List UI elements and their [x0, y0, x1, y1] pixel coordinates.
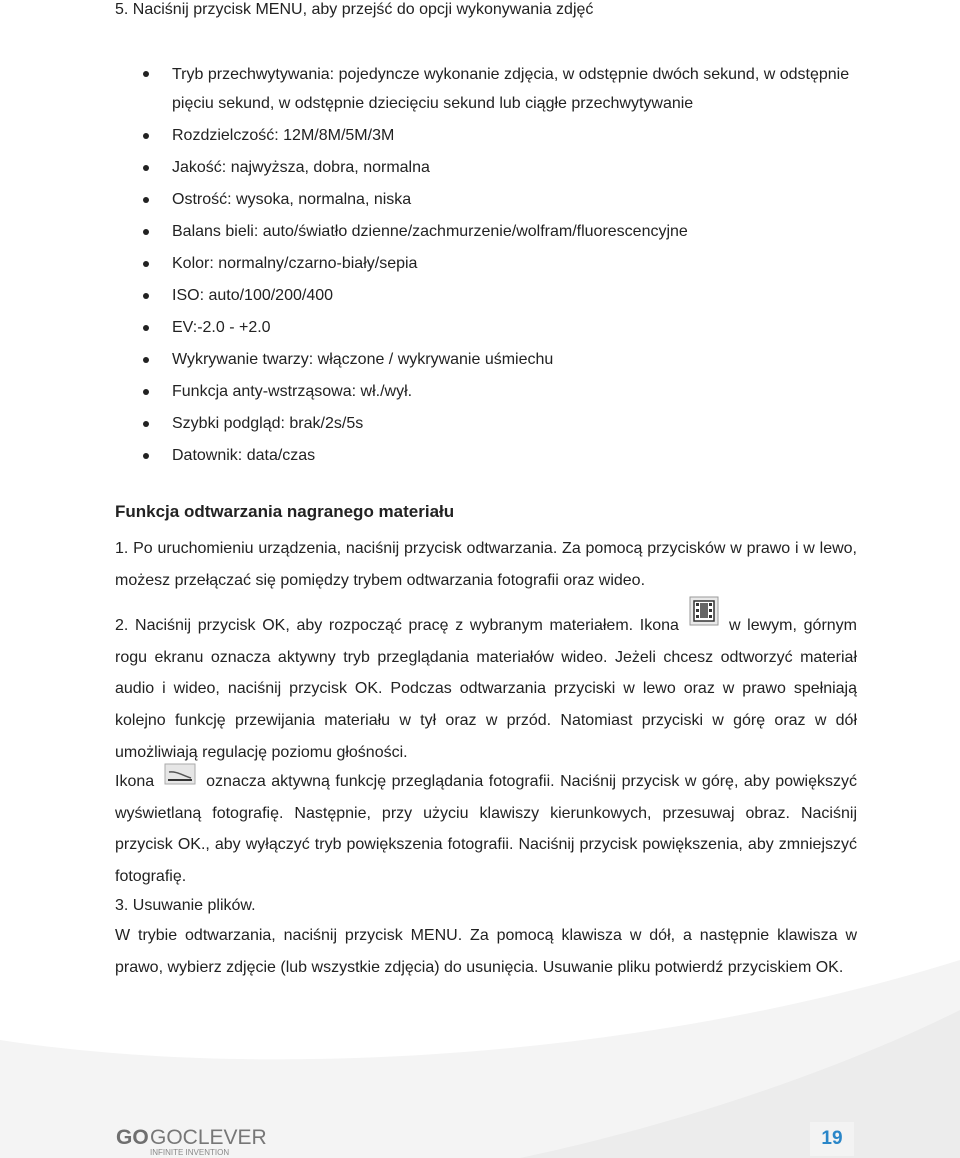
list-item: ISO: auto/100/200/400: [115, 280, 857, 312]
bullet-dot: [143, 389, 149, 395]
page-number: 19: [810, 1122, 854, 1156]
bullet-dot: [143, 453, 149, 459]
svg-text:GOCLEVER: GOCLEVER: [150, 1126, 267, 1149]
list-item: Kolor: normalny/czarno-biały/sepia: [115, 248, 857, 280]
list-item: EV:-2.0 - +2.0: [115, 312, 857, 344]
playback-paragraph-5: W trybie odtwarzania, naciśnij przycisk MENU. Za pomocą klawisza w dół, a następnie klawisza w prawo, wybierz zdjęcie (lub wszystkie zdjęcia) do usunięcia. Usuwanie pliku potwierdź przyciskiem OK.: [115, 927, 857, 976]
list-item: Balans bieli: auto/światło dzienne/zachmurzenie/wolfram/fluorescencyjne: [115, 216, 857, 248]
bullet-dot: [143, 197, 149, 203]
photo-mode-icon: [164, 763, 196, 785]
bullet-dot: [143, 71, 149, 77]
list-item: Datownik: data/czas: [115, 440, 857, 472]
bullet-dot: [143, 421, 149, 427]
bullet-dot: [143, 261, 149, 267]
video-mode-icon: [689, 596, 719, 626]
playback-paragraph-3: Ikona oznacza aktywną funkcję przeglądania fotografii. Naciśnij przycisk w górę, aby powiększyć wyświetlaną fotografię. Następnie, przy użyciu klawiszy kierunkowych, przesuwaj obraz. Naciśnij przycisk OK., aby wyłączyć tryb powiększenia fotografii. Naciśnij przycisk powiększenia, aby zmniejszyć fotografię.: [115, 766, 857, 893]
list-item: Jakość: najwyższa, dobra, normalna: [115, 152, 857, 184]
bullet-dot: [143, 133, 149, 139]
list-item: Tryb przechwytywania: pojedyncze wykonanie zdjęcia, w odstępnie dwóch sekund, w odstępnie pięciu sekund, w odstępnie dziecięciu sekund lub ciągłe przechwytywanie: [115, 58, 857, 120]
list-item: Wykrywanie twarzy: włączone / wykrywanie uśmiechu: [115, 344, 857, 376]
page-footer: [0, 1120, 960, 1158]
bullet-dot: [143, 165, 149, 171]
step-5-heading: 5. Naciśnij przycisk MENU, aby przejść do opcji wykonywania zdjęć: [115, 1, 594, 18]
list-item: Ostrość: wysoka, normalna, niska: [115, 184, 857, 216]
bullet-dot: [143, 293, 149, 299]
list-item: Rozdzielczość: 12M/8M/5M/3M: [115, 120, 857, 152]
list-item: Funkcja anty-wstrząsowa: wł./wył.: [115, 376, 857, 408]
list-item: Szybki podgląd: brak/2s/5s: [115, 408, 857, 440]
bullet-dot: [143, 229, 149, 235]
playback-paragraph-4: 3. Usuwanie plików.: [115, 897, 256, 914]
playback-paragraph-2: 2. Naciśnij przycisk OK, aby rozpocząć pracę z wybranym materiałem. Ikona w lewym, górnym rogu ekranu oznacza aktywny tryb przeglądania materiałów wideo. Jeżeli chcesz odtworzyć materiał audio i wideo, naciśnij przycisk OK. Podczas odtwarzania przyciski w lewo oraz w prawo spełniają kolejno funkcję przewijania materiału w tył oraz w przód. Natomiast przyciski w górę oraz w dół umożliwiają regulację poziomu głośności.: [115, 610, 857, 769]
bullet-dot: [143, 357, 149, 363]
playback-section-heading: Funkcja odtwarzania nagranego materiału: [115, 502, 455, 521]
svg-text:GO: GO: [116, 1126, 149, 1149]
bullet-dot: [143, 325, 149, 331]
goclever-logo: [116, 1124, 286, 1158]
playback-paragraph-1: 1. Po uruchomieniu urządzenia, naciśnij przycisk odtwarzania. Za pomocą przycisków w prawo i w lewo, możesz przełączać się pomiędzy trybem odtwarzania fotografii oraz wideo.: [115, 540, 857, 589]
settings-list: [115, 58, 857, 472]
svg-text:INFINITE INVENTION: INFINITE INVENTION: [150, 1148, 230, 1157]
